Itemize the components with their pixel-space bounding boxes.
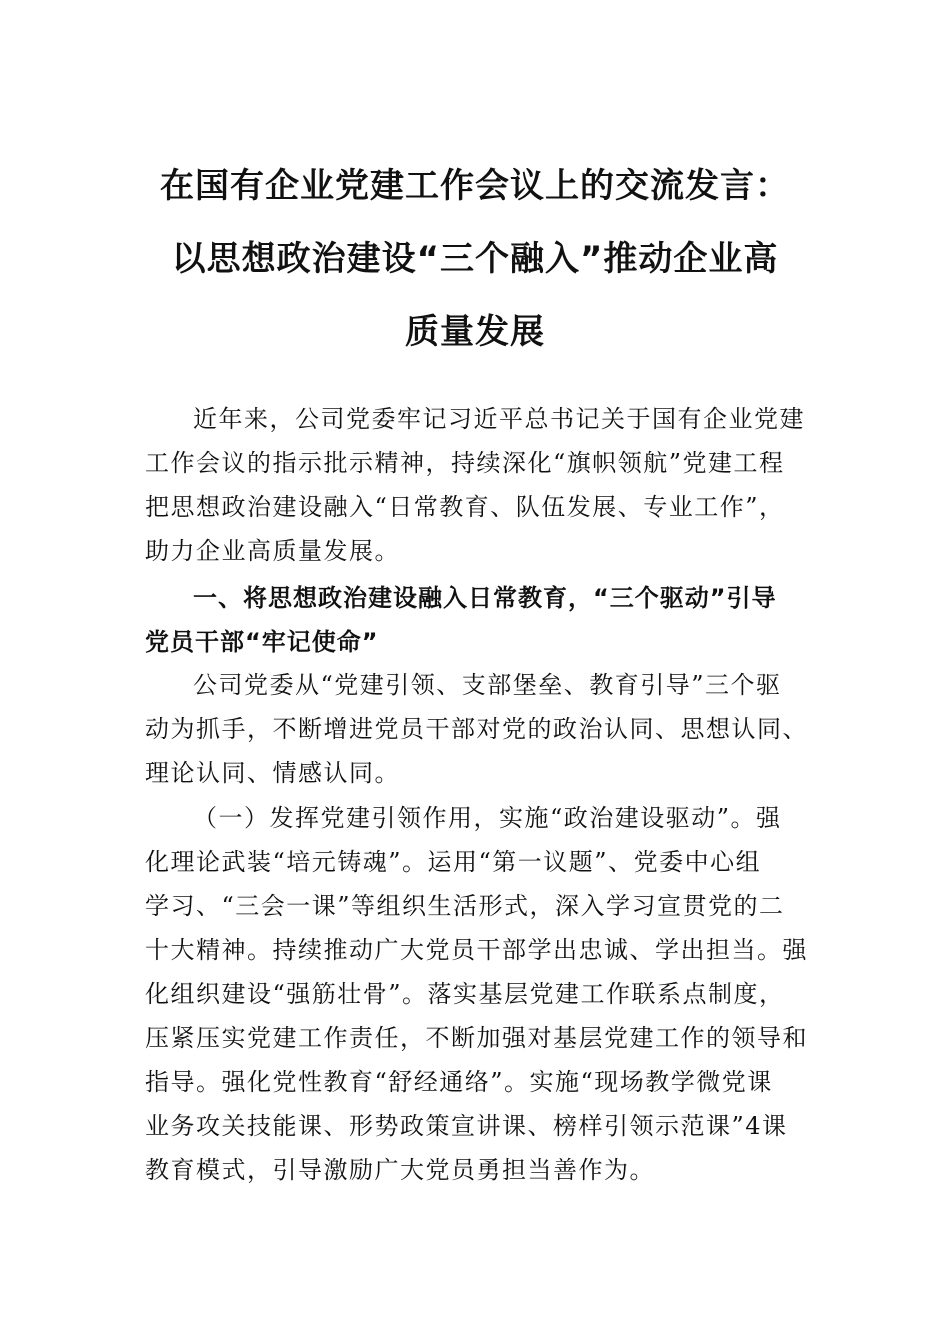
section-one-heading-line-2: 党员干部“牢记使命”: [145, 628, 379, 656]
subsection-one-line-6: 压紧压实党建工作责任，不断加强对基层党建工作的领导和: [145, 1024, 808, 1052]
section-one-line-2: 动为抓手，不断增进党员干部对党的政治认同、思想认同、: [145, 715, 808, 743]
subsection-one-line-7: 指导。强化党性教育“舒经通络”。实施“现场教学微党课: [145, 1068, 773, 1096]
document-title: [120, 150, 830, 369]
title-line-2: 以思想政治建设“三个融入”推动企业高: [171, 239, 779, 279]
subsection-one-paragraph: [145, 796, 810, 1192]
intro-line-4: 助力企业高质量发展。: [145, 537, 400, 565]
intro-line-3: 把思想政治建设融入“日常教育、队伍发展、专业工作”，: [145, 493, 785, 521]
section-one-heading: [145, 576, 810, 664]
subsection-one-line-1: （一）发挥党建引领作用，实施“政治建设驱动”。强: [193, 804, 782, 832]
subsection-one-line-4: 十大精神。持续推动广大党员干部学出忠诚、学出担当。强: [145, 936, 808, 964]
subsection-one-line-5: 化组织建设“强筋壮骨”。落实基层党建工作联系点制度，: [145, 980, 785, 1008]
section-one-line-1: 公司党委从“党建引领、支部堡垒、教育引导”三个驱: [193, 671, 782, 699]
section-one-paragraph: [145, 663, 810, 795]
subsection-one-line-9: 教育模式，引导激励广大党员勇担当善作为。: [145, 1156, 655, 1184]
section-one-heading-line-1: 一、将思想政治建设融入日常教育，“三个驱动”引导: [193, 584, 777, 612]
subsection-one-line-2: 化理论武装“培元铸魂”。运用“第一议题”、党委中心组: [145, 848, 762, 876]
title-line-1: 在国有企业党建工作会议上的交流发言：: [160, 166, 790, 206]
intro-line-1: 近年来，公司党委牢记习近平总书记关于国有企业党建: [193, 405, 805, 433]
title-line-3: 质量发展: [405, 312, 545, 352]
intro-line-2: 工作会议的指示批示精神，持续深化“旗帜领航”党建工程: [145, 449, 785, 477]
subsection-one-line-8: 业务攻关技能课、形势政策宣讲课、榜样引领示范课”4课: [145, 1112, 788, 1140]
section-one-line-3: 理论认同、情感认同。: [145, 759, 400, 787]
intro-paragraph: [145, 397, 810, 573]
subsection-one-line-3: 学习、“三会一课”等组织生活形式，深入学习宣贯党的二: [145, 892, 785, 920]
